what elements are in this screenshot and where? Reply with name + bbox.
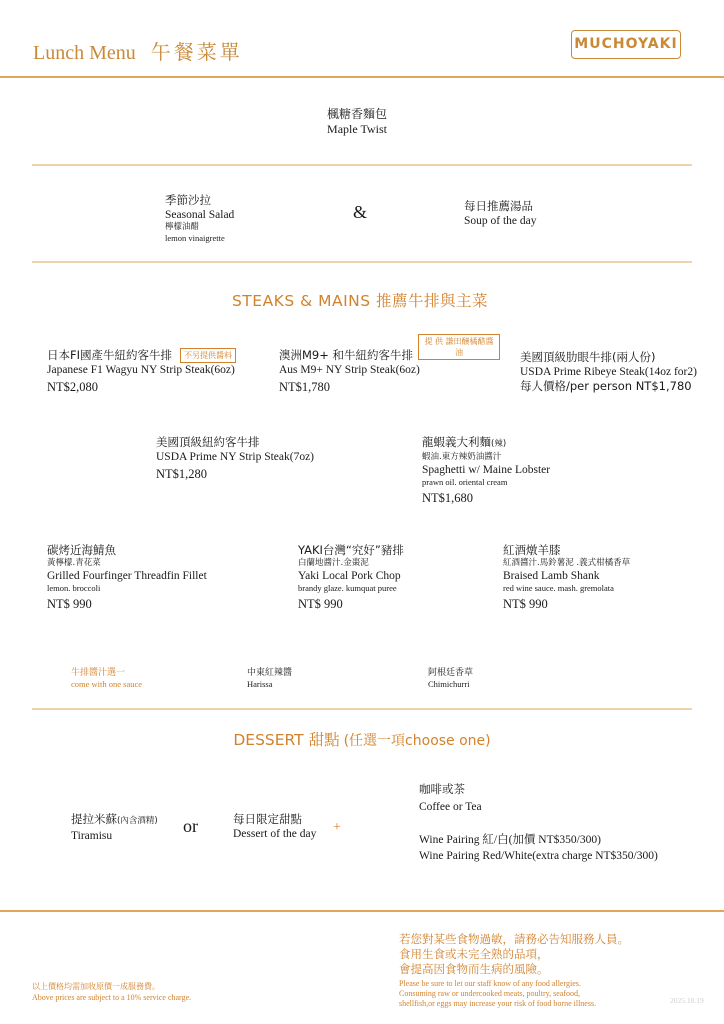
or-connector: or [183,816,198,836]
sauce-zh: 阿根廷香草 [428,668,474,678]
dessert-en: Tiramisu [71,830,113,842]
muchoyaki-logo: MUCHOYAKI [571,30,681,59]
salad-sub-zh: 檸檬油醋 [165,222,200,232]
divider-mains [32,708,692,710]
bread-item [0,106,724,137]
spicy-note: (辣) [491,439,507,449]
service-zh: 以上價格均需加收原價一成服務費。 [32,982,160,991]
dish-en: Aus M9+ NY Strip Steak(6oz) [279,364,420,376]
dish-zh: YAKI台灣“究好”豬排 [298,543,404,557]
dish-zh: 碳烤近海鯖魚 [47,543,116,557]
wine-pairing-en: Wine Pairing Red/White(extra charge NT$350/300) [419,850,658,862]
footer-divider [0,910,724,912]
dessert-en: Dessert of the day [233,828,317,840]
allergy-en-3: shellfish,or eggs may increase your risk of food borne illness. [399,999,597,1008]
ponzu-tag: 提 供 謙田醸橘醋醬油 [418,334,500,360]
dish-sub-en: prawn oil. oriental cream [422,477,508,487]
sauce-en: Chimichurri [428,679,470,689]
dish-price: NT$1,780 [279,380,331,394]
salad-item [165,193,234,244]
dish-price: NT$1,280 [156,467,208,481]
soup-en: Soup of the day [464,215,537,227]
dish-zh: 紅酒燉羊膝 [503,543,561,557]
dish-sub-zh: 黃檸檬.青花菜 [47,558,101,568]
sauce-option-harissa [247,668,292,690]
dish-sub-zh: 蝦油.東方辣奶油醬汁 [422,452,502,462]
menu-title-zh: 午餐菜單 [150,40,243,64]
dish-en: Grilled Fourfinger Threadfin Fillet [47,570,207,582]
dessert-zh: 每日限定甜點 [233,812,302,826]
dessert-heading-text: DESSERT 甜點 [233,731,340,749]
bread-zh: 楓糖香麵包 [326,107,387,121]
dish-en: Yaki Local Pork Chop [298,570,401,582]
soup-item [464,199,537,228]
dish-zh [47,348,236,363]
salad-sub-en: lemon vinaigrette [165,233,225,243]
plus-connector: + [333,820,341,835]
divider-bread [32,164,692,166]
drink-item [419,782,482,814]
dish-en: Braised Lamb Shank [503,570,600,582]
dish-en: USDA Prime Ribeye Steak(14oz for2) [520,366,697,378]
dessert-tiramisu [71,812,158,843]
dish-zh: 美國頂級肋眼牛排(兩人份) [520,350,656,364]
dish-en: Japanese F1 Wagyu NY Strip Steak(6oz) [47,364,235,376]
drink-en: Coffee or Tea [419,801,482,813]
no-sauce-tag: 不另提供醬料 [180,348,236,363]
sauce-label-zh: 牛排醬汁選一 [71,668,126,678]
salad-en: Seasonal Salad [165,209,235,221]
divider-starters [32,261,692,263]
sauce-zh: 中東紅辣醬 [247,668,293,678]
dessert-heading-note: (任選一項choose one) [343,733,491,749]
menu-title [33,36,243,65]
allergy-notice [399,932,629,1009]
dish-price: NT$2,080 [47,380,99,394]
ampersand: & [353,202,368,222]
dish-sub-en: lemon. broccoli [47,583,101,593]
main-item-ribeye [520,350,697,394]
dessert-heading [0,728,724,750]
dish-price: NT$ 990 [503,597,548,611]
dish-sub-zh: 紅酒醬汁.馬鈴薯泥 .義式柑橘香草 [503,558,631,568]
main-item-usda-ny [156,435,314,483]
header-divider [0,76,724,78]
main-item-lobster [422,435,550,507]
dish-sub-en: brandy glaze. kumquat puree [298,583,397,593]
dessert-zh-text: 提拉米蘇 [71,812,117,826]
revision-date: 2025.10.19 [670,996,704,1005]
allergy-zh-3: 會提高因食物而生病的風險。 [399,962,549,976]
dish-sub-zh: 白蘭地醬汁.金棗泥 [298,558,369,568]
main-item-aus-m9 [279,348,420,396]
dish-price: 每人價格/per person NT$1,780 [520,379,692,393]
allergy-en-2: Consuming raw or undercooked meats, poultry, seafood, [399,989,580,998]
dish-zh [422,435,550,452]
mains-heading-text: STEAKS & MAINS 推薦牛排與主菜 [231,292,489,310]
main-item-pork [298,543,404,613]
sauce-option-chimichurri [428,668,473,690]
sauce-label-en: come with one sauce [71,679,143,689]
main-item-fish [47,543,207,613]
dish-zh: 澳洲M9+ 和牛紐約客牛排 [279,348,414,362]
main-item-wagyu [47,348,236,396]
sauce-label [71,668,142,690]
sauce-en: Harissa [247,679,273,689]
dessert-zh [71,812,158,829]
bread-en: Maple Twist [327,122,387,136]
mains-heading [0,289,724,311]
menu-title-en: Lunch Menu [33,42,136,64]
dish-en: Spaghetti w/ Maine Lobster [422,464,551,476]
wine-pairing-zh: Wine Pairing 紅/白(加價 NT$350/300) [419,834,601,846]
dish-zh-text: 龍蝦義大利麵 [422,435,491,449]
dish-en: USDA Prime NY Strip Steak(7oz) [156,451,315,463]
salad-zh: 季節沙拉 [165,193,211,207]
dish-zh-text: 日本FI國產牛紐約客牛排 [47,348,173,362]
alcohol-note: (內含酒精) [117,816,158,826]
dish-price: NT$ 990 [298,597,343,611]
service-charge-notice [32,981,191,1003]
drink-zh: 咖啡或茶 [419,782,465,796]
soup-zh: 每日推薦湯品 [464,199,533,213]
main-item-lamb [503,543,630,613]
allergy-zh-1: 若您對某些食物過敏，請務必告知服務人員。 [399,932,629,946]
dish-zh: 美國頂級紐約客牛排 [156,435,260,449]
dish-price: NT$1,680 [422,491,474,505]
dish-sub-en: red wine sauce. mash. gremolata [503,583,614,593]
allergy-zh-2: 食用生食或未完全熟的品項， [399,947,549,961]
allergy-en-1: Please be sure to let our staff know of any food allergies. [399,979,581,988]
service-en: Above prices are subject to a 10% service charge. [32,993,192,1002]
dish-price: NT$ 990 [47,597,92,611]
dessert-daily [233,812,316,841]
